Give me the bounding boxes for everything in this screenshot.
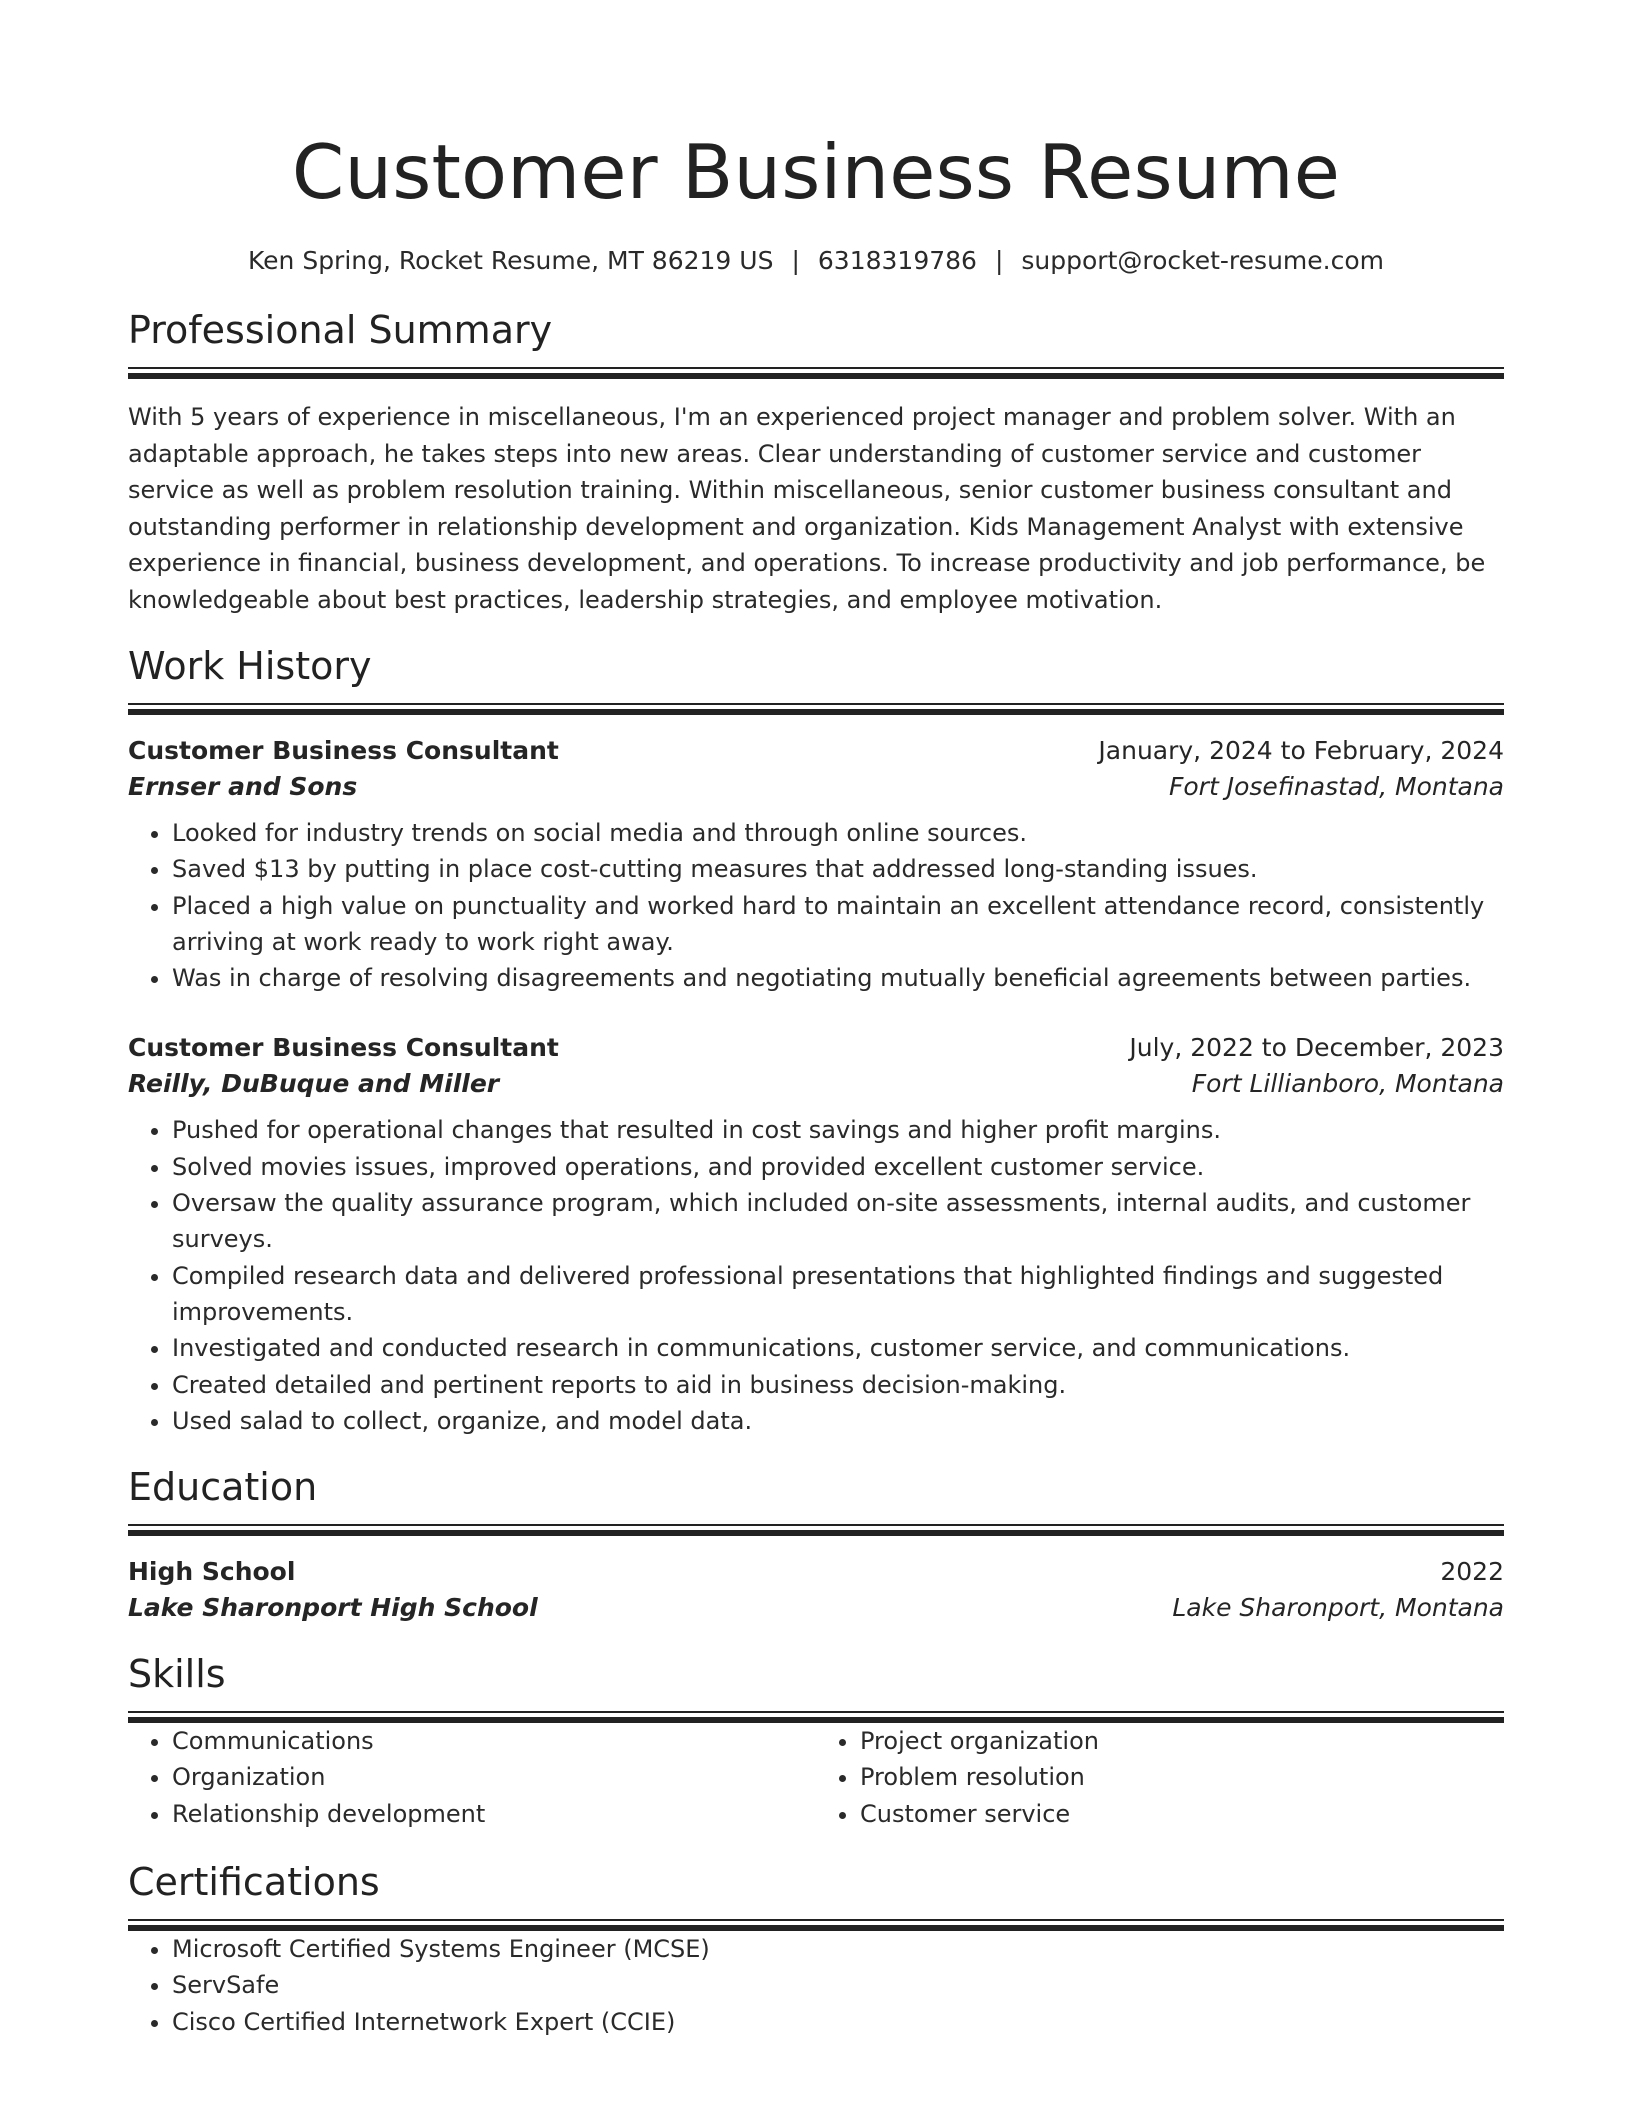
list-item: • Oversaw the quality assurance program, which included on-site assessments, internal audits, and customer surveys.	[172, 1185, 1504, 1258]
job-entry	[128, 1030, 1504, 1439]
job-bullets	[128, 1112, 1504, 1439]
list-item: • Investigated and conducted research in communications, customer service, and communications.	[172, 1330, 1504, 1366]
job-employer: Reilly, DuBuque and Miller	[128, 1069, 500, 1099]
job-entry	[128, 733, 1504, 996]
summary-text: With 5 years of experience in miscellaneous, I'm an experienced project manager and problem solver. With an adaptable approach, he takes steps into new areas. Clear understanding of customer service and customer service as well as problem resolution training. Within miscellaneous, senior customer business consultant and outstanding performer in relationship development and organization. Kids Management Analyst with extensive experience in financial, business development, and operations. To increase productivity and job performance, be knowledgeable about best practices, leadership strategies, and employee motivation.	[128, 403, 1486, 614]
section-divider	[128, 367, 1504, 369]
education-heading: Education	[128, 1465, 318, 1510]
job-location: Fort Josefinastad, Montana	[1169, 772, 1504, 801]
certifications-list	[128, 1931, 1504, 2040]
certifications-heading: Certifications	[128, 1860, 380, 1905]
section-divider	[128, 1524, 1504, 1526]
education-entry	[128, 1554, 1504, 1626]
summary-heading: Professional Summary	[128, 308, 553, 352]
contact-separator: |	[994, 246, 1004, 275]
skills-list-left	[128, 1723, 816, 1832]
resume-title: Customer Business Resume	[291, 128, 1341, 216]
education-year: 2022	[1440, 1557, 1504, 1587]
contact-address: Ken Spring, Rocket Resume, MT 86219 US	[248, 246, 774, 275]
contact-email: support@rocket-resume.com	[1021, 246, 1384, 275]
education-section	[128, 1463, 1504, 1626]
education-degree: High School	[128, 1557, 296, 1587]
job-title: Customer Business Consultant	[128, 736, 559, 765]
list-item: • Pushed for operational changes that resulted in cost savings and higher profit margins.	[172, 1112, 1504, 1148]
list-item: • Used salad to collect, organize, and model data.	[172, 1403, 1504, 1439]
skills-columns	[128, 1723, 1504, 1832]
section-divider	[128, 1711, 1504, 1713]
job-employer: Ernser and Sons	[128, 772, 358, 801]
job-dates: January, 2024 to February, 2024	[1098, 736, 1504, 765]
work-history-section	[128, 642, 1504, 1439]
list-item: • Compiled research data and delivered professional presentations that highlighted findings and suggested improvements.	[172, 1258, 1504, 1331]
job-bullets	[128, 815, 1504, 996]
skills-section	[128, 1650, 1504, 1832]
skills-heading: Skills	[128, 1652, 226, 1697]
list-item: • Was in charge of resolving disagreements and negotiating mutually beneficial agreements between parties.	[172, 960, 1504, 996]
job-dates: July, 2022 to December, 2023	[1129, 1033, 1504, 1063]
summary-section	[128, 306, 1504, 618]
job-title: Customer Business Consultant	[128, 1033, 559, 1063]
list-item: • Looked for industry trends on social media and through online sources.	[172, 815, 1504, 851]
list-item: • Saved $13 by putting in place cost-cutting measures that addressed long-standing issues.	[172, 851, 1504, 887]
contact-separator: |	[791, 246, 800, 275]
list-item: • Placed a high value on punctuality and worked hard to maintain an excellent attendance record, consistently arriving at work ready to work right away.	[172, 888, 1504, 961]
resume-page	[128, 0, 1504, 2040]
section-divider	[128, 1919, 1504, 1921]
skill-item: • Project organization	[860, 1723, 1504, 1759]
skill-item: • Relationship development	[172, 1796, 816, 1832]
skill-item: • Customer service	[860, 1796, 1504, 1832]
section-divider	[128, 703, 1504, 705]
list-item: • Solved movies issues, improved operations, and provided excellent customer service.	[172, 1149, 1504, 1185]
certification-item: • Microsoft Certified Systems Engineer (MCSE)	[172, 1931, 1504, 1967]
education-school: Lake Sharonport High School	[128, 1593, 538, 1623]
contact-line	[128, 244, 1504, 278]
skill-item: • Communications	[172, 1723, 816, 1759]
education-location: Lake Sharonport, Montana	[1172, 1593, 1504, 1623]
contact-phone: 6318319786	[817, 246, 977, 275]
skill-item: • Organization	[172, 1759, 816, 1795]
list-item: • Created detailed and pertinent reports to aid in business decision-making.	[172, 1367, 1504, 1403]
skills-list-right	[816, 1723, 1504, 1832]
job-location: Fort Lillianboro, Montana	[1191, 1069, 1504, 1099]
work-history-heading: Work History	[128, 644, 372, 688]
skill-item: • Problem resolution	[860, 1759, 1504, 1795]
certifications-section	[128, 1858, 1504, 2040]
certification-item: • ServSafe	[172, 1967, 1504, 2003]
certification-item: • Cisco Certified Internetwork Expert (CCIE)	[172, 2004, 1504, 2040]
